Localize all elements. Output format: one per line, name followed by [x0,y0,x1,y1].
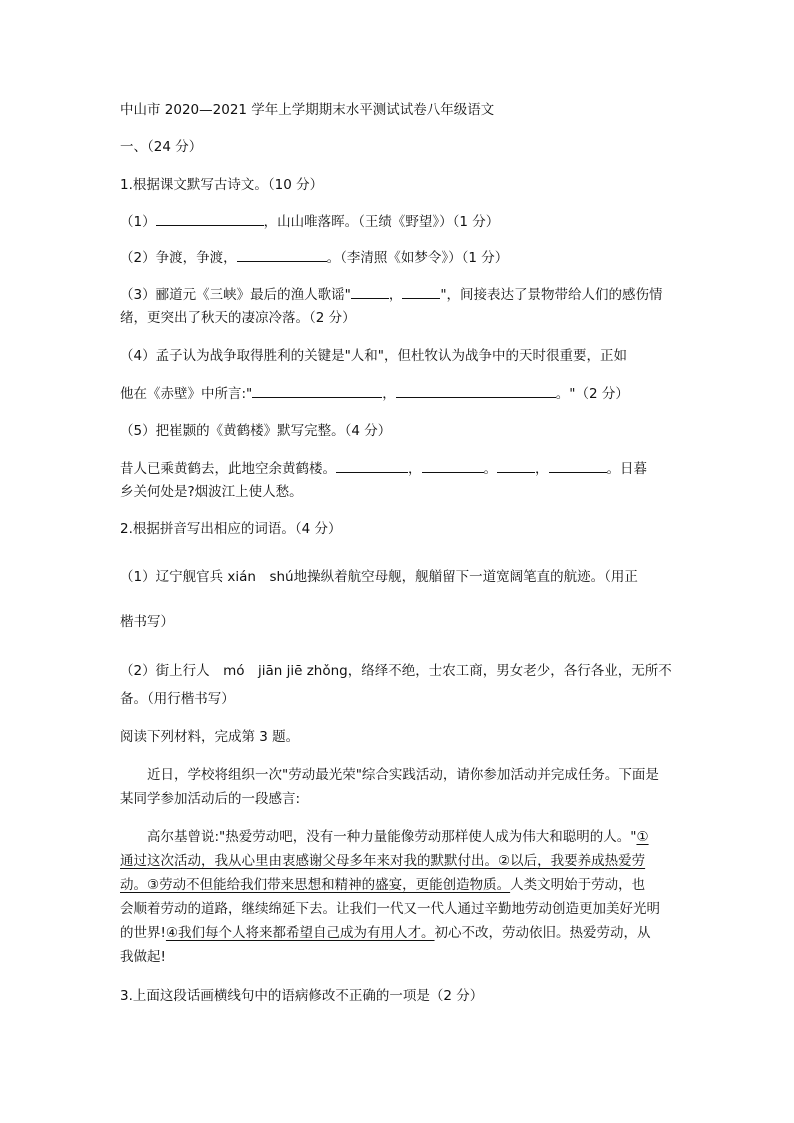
answer-blank[interactable] [402,284,440,299]
answer-blank[interactable] [549,458,607,473]
item-1-prefix: （1） [120,214,156,230]
item-3-suffix: "，间接表达了景物带给人们的感伤情 [440,287,663,303]
passage-line-5 [120,923,680,943]
item-2-suffix: 。（李清照《如梦令》）（1 分） [326,250,509,266]
item-3-prefix: （3）郦道元《三峡》最后的渔人歌谣" [120,287,351,303]
answer-blank[interactable] [237,247,327,262]
question-1-item-4-line-1: （4）孟子认为战争取得胜利的关键是"人和"，但杜牧认为战争中的天时很重要，正如 [120,348,628,364]
reading-instruction: 阅读下列材料，完成第 3 题。 [120,729,300,745]
answer-blank[interactable] [422,458,484,473]
item-2-prefix: （2）争渡，争渡， [120,250,237,266]
poem-opening: 昔人已乘黄鹤去，此地空余黄鹤楼。 [120,461,336,477]
answer-blank[interactable] [497,458,535,473]
underlined-sentence: ④我们每个人将来都希望自己成为有用人才。 [165,925,435,941]
exam-title: 中山市 2020—2021 学年上学期期末水平测试试卷八年级语文 [120,102,495,118]
question-2-item-2-line-1: （2）街上行人 mó jiān jiē zhǒng，络绎不绝，士农工商，男女老少，各行各业，无所不 [120,663,672,679]
passage-line-3 [120,875,680,895]
item-4-prefix: 他在《赤壁》中所言:" [120,386,253,402]
section-heading: 一、（24 分） [120,139,203,155]
question-2-heading: 2.根据拼音写出相应的词语。（4 分） [120,521,342,537]
question-2-item-2-line-2: 备。（用行楷书写） [120,691,235,707]
question-1-item-5-heading: （5）把崔颢的《黄鹤楼》默写完整。（4 分） [120,423,392,439]
blank-period: 。 [483,461,497,477]
question-2-item-1-line-1: （1）辽宁舰官兵 xián shú地操纵着航空母舰，舰艏留下一道宽阔笔直的航迹。（用正 [120,569,638,585]
question-1-heading: 1.根据课文默写古诗文。（10 分） [120,177,324,193]
blank-comma: ， [382,386,396,402]
answer-blank[interactable] [252,383,382,398]
underlined-sentence-marker: ① [636,829,649,845]
passage-text: 人类文明始于劳动，也 [510,877,646,893]
passage-line-4: 会顺着劳动的道路，继续绵延下去。让我们一代又一代人通过辛勤地劳动创造更加美好光明 [120,901,660,917]
underlined-sentence: 动。③劳动不但能给我们带来思想和精神的盛宴，更能创造物质。 [120,877,511,893]
question-2-item-1-line-2: 楷书写） [120,614,174,630]
answer-blank[interactable] [336,458,408,473]
answer-blank[interactable] [351,284,389,299]
blank-comma: ， [535,461,549,477]
item-1-suffix: ，山山唯落晖。（王绩《野望》）（1 分） [263,214,500,230]
question-1-item-3-line-2: 绪，更突出了秋天的凄凉冷落。（2 分） [120,310,356,326]
underlined-sentences: 通过这次活动，我从心里由衷感谢父母多年来对我的默默付出。②以后，我要养成热爱劳 [120,853,646,869]
question-3-heading: 3.上面这段话画横线句中的语病修改不正确的一项是（2 分） [120,988,484,1004]
passage-line-6: 我做起! [120,949,166,965]
question-1-item-1 [120,211,680,232]
quote-text: 高尔基曾说:"热爱劳动吧，没有一种力量能像劳动那样使人成为伟大和聪明的人。" [147,829,637,845]
question-1-item-2 [120,247,680,268]
item-4-suffix: 。"（2 分） [555,386,629,402]
passage-line-1 [120,827,680,847]
question-1-item-4-line-2 [120,383,680,404]
blank-comma: ， [408,461,422,477]
question-1-item-3-line-1 [120,284,680,305]
question-1-item-5-line-2: 乡关何处是?烟波江上使人愁。 [120,484,303,500]
passage-line-2 [120,851,680,871]
passage-text: 的世界! [120,925,166,941]
answer-blank[interactable] [396,383,556,398]
question-1-item-5-line-1 [120,458,680,479]
answer-blank[interactable] [156,211,264,226]
passage-intro-line-2: 某同学参加活动后的一段感言: [120,791,301,807]
blank-comma: ， [388,287,403,303]
poem-continuation: 。日暮 [606,461,647,477]
passage-intro-line-1: 近日，学校将组织一次"劳动最光荣"综合实践活动，请你参加活动并完成任务。下面是 [147,767,659,783]
passage-text: 初心不改，劳动依旧。热爱劳动，从 [434,925,651,941]
